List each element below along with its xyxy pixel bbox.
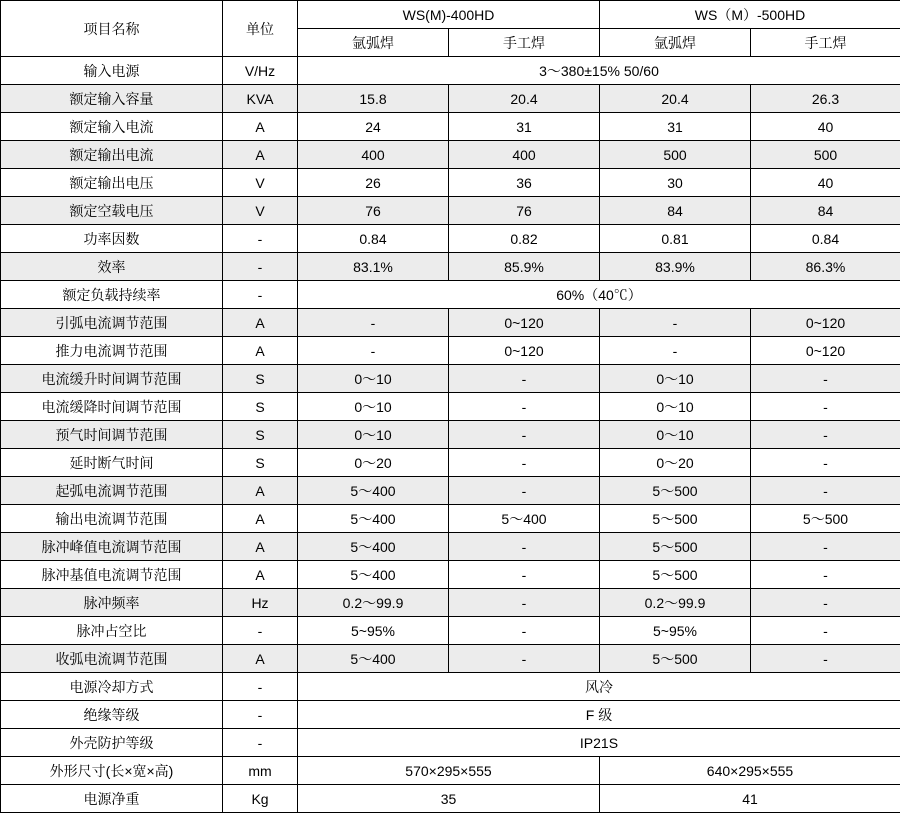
row-value: - (449, 617, 600, 645)
row-value: 20.4 (449, 85, 600, 113)
header-item-name: 项目名称 (1, 1, 223, 57)
row-value: - (751, 561, 900, 589)
row-value: 86.3% (751, 253, 900, 281)
table-row (1, 449, 900, 477)
row-label: 引弧电流调节范围 (1, 309, 223, 337)
row-value: 0～10 (298, 365, 449, 393)
row-value: 0.2～99.9 (600, 589, 751, 617)
table-row (1, 421, 900, 449)
table-row (1, 645, 900, 673)
row-unit: A (223, 309, 298, 337)
row-unit: S (223, 421, 298, 449)
row-value-pair: 570×295×555 (298, 757, 600, 785)
row-unit: - (223, 673, 298, 701)
row-value: 0~120 (449, 337, 600, 365)
row-value: 400 (298, 141, 449, 169)
row-unit: - (223, 617, 298, 645)
table-row (1, 309, 900, 337)
row-value-pair: 35 (298, 785, 600, 813)
table-row (1, 617, 900, 645)
row-value: 5~95% (600, 617, 751, 645)
table-row (1, 393, 900, 421)
row-value: 40 (751, 113, 900, 141)
row-value: 0.84 (751, 225, 900, 253)
row-value: 0～20 (600, 449, 751, 477)
row-unit: - (223, 253, 298, 281)
row-value: - (449, 645, 600, 673)
table-row (1, 533, 900, 561)
row-label: 输出电流调节范围 (1, 505, 223, 533)
row-value: 24 (298, 113, 449, 141)
row-value: 76 (449, 197, 600, 225)
table-row (1, 701, 900, 729)
row-value-all: 3～380±15% 50/60 (298, 57, 900, 85)
row-value: 0～10 (600, 365, 751, 393)
row-unit: - (223, 225, 298, 253)
row-value: 400 (449, 141, 600, 169)
row-label: 推力电流调节范围 (1, 337, 223, 365)
row-value: 0～10 (600, 393, 751, 421)
row-value-all: 60%（40℃） (298, 281, 900, 309)
row-label: 功率因数 (1, 225, 223, 253)
row-value: 85.9% (449, 253, 600, 281)
row-value: 26.3 (751, 85, 900, 113)
row-value: - (751, 365, 900, 393)
row-value: 0～10 (298, 393, 449, 421)
row-value: 5～400 (449, 505, 600, 533)
row-value: - (449, 421, 600, 449)
row-value: 40 (751, 169, 900, 197)
header-sub-3: 氩弧焊 (600, 29, 751, 57)
row-label: 收弧电流调节范围 (1, 645, 223, 673)
row-value: 5～400 (298, 561, 449, 589)
row-value: 26 (298, 169, 449, 197)
row-value: - (298, 337, 449, 365)
header-unit: 单位 (223, 1, 298, 57)
row-label: 输入电源 (1, 57, 223, 85)
row-value: - (751, 477, 900, 505)
row-unit: A (223, 141, 298, 169)
table-row (1, 197, 900, 225)
header-model-2: WS（M）-500HD (600, 1, 900, 29)
row-unit: mm (223, 757, 298, 785)
row-value: 500 (600, 141, 751, 169)
row-unit: KVA (223, 85, 298, 113)
row-value: 0~120 (751, 309, 900, 337)
row-unit: - (223, 729, 298, 757)
row-label: 额定输出电流 (1, 141, 223, 169)
row-unit: A (223, 477, 298, 505)
table-row (1, 505, 900, 533)
row-value: 84 (600, 197, 751, 225)
table-row (1, 365, 900, 393)
row-unit: A (223, 645, 298, 673)
row-unit: Kg (223, 785, 298, 813)
row-value: - (751, 617, 900, 645)
row-value: - (751, 589, 900, 617)
row-value: 5～500 (600, 505, 751, 533)
row-value: 5～400 (298, 505, 449, 533)
row-label: 额定输入电流 (1, 113, 223, 141)
row-value: 0.84 (298, 225, 449, 253)
row-value: - (751, 393, 900, 421)
table-row (1, 85, 900, 113)
row-value: - (449, 365, 600, 393)
row-value: - (449, 561, 600, 589)
row-value: 5～400 (298, 533, 449, 561)
row-value-pair: 41 (600, 785, 900, 813)
row-unit: A (223, 113, 298, 141)
table-row (1, 477, 900, 505)
table-row (1, 141, 900, 169)
table-row (1, 281, 900, 309)
row-unit: Hz (223, 589, 298, 617)
table-row (1, 225, 900, 253)
row-value: 76 (298, 197, 449, 225)
row-value: 15.8 (298, 85, 449, 113)
row-unit: S (223, 393, 298, 421)
row-label: 起弧电流调节范围 (1, 477, 223, 505)
row-value: 0~120 (449, 309, 600, 337)
row-value: - (751, 421, 900, 449)
row-value: - (449, 477, 600, 505)
table-row (1, 57, 900, 85)
table-row (1, 561, 900, 589)
row-label: 绝缘等级 (1, 701, 223, 729)
row-value: 0.81 (600, 225, 751, 253)
table-row (1, 169, 900, 197)
row-unit: A (223, 505, 298, 533)
row-value: 83.9% (600, 253, 751, 281)
row-value: - (449, 589, 600, 617)
row-label: 额定输入容量 (1, 85, 223, 113)
row-label: 额定输出电压 (1, 169, 223, 197)
row-value: - (298, 309, 449, 337)
row-label: 脉冲峰值电流调节范围 (1, 533, 223, 561)
row-value: 0~120 (751, 337, 900, 365)
header-sub-1: 氩弧焊 (298, 29, 449, 57)
row-label: 脉冲占空比 (1, 617, 223, 645)
row-value: 36 (449, 169, 600, 197)
row-label: 电源净重 (1, 785, 223, 813)
row-unit: - (223, 701, 298, 729)
row-value: - (751, 449, 900, 477)
row-unit: S (223, 365, 298, 393)
table-row (1, 253, 900, 281)
row-value: 20.4 (600, 85, 751, 113)
row-value: 5～500 (600, 533, 751, 561)
row-value: - (449, 393, 600, 421)
row-unit: A (223, 561, 298, 589)
row-label: 电源冷却方式 (1, 673, 223, 701)
row-value-all: F 级 (298, 701, 900, 729)
row-unit: S (223, 449, 298, 477)
row-unit: - (223, 281, 298, 309)
row-label: 额定空载电压 (1, 197, 223, 225)
row-value: 0～10 (600, 421, 751, 449)
row-value: 84 (751, 197, 900, 225)
row-value: - (449, 449, 600, 477)
row-value-all: IP21S (298, 729, 900, 757)
row-value: 5～400 (298, 477, 449, 505)
row-label: 效率 (1, 253, 223, 281)
row-value: 83.1% (298, 253, 449, 281)
row-value-pair: 640×295×555 (600, 757, 900, 785)
row-unit: V (223, 197, 298, 225)
row-unit: A (223, 533, 298, 561)
table-row (1, 673, 900, 701)
table-row (1, 785, 900, 813)
row-unit: A (223, 337, 298, 365)
row-value: 5～500 (600, 477, 751, 505)
row-label: 延时断气时间 (1, 449, 223, 477)
row-value: - (751, 533, 900, 561)
row-value: 0～10 (298, 421, 449, 449)
row-value: 0～20 (298, 449, 449, 477)
row-value: 31 (600, 113, 751, 141)
header-model-1: WS(M)-400HD (298, 1, 600, 29)
row-unit: V/Hz (223, 57, 298, 85)
row-label: 电流缓升时间调节范围 (1, 365, 223, 393)
row-label: 额定负载持续率 (1, 281, 223, 309)
row-value-all: 风冷 (298, 673, 900, 701)
row-value: 5~95% (298, 617, 449, 645)
row-value: - (751, 645, 900, 673)
row-unit: V (223, 169, 298, 197)
row-label: 脉冲频率 (1, 589, 223, 617)
row-value: - (600, 337, 751, 365)
row-value: 5～400 (298, 645, 449, 673)
row-value: - (600, 309, 751, 337)
row-value: 0.82 (449, 225, 600, 253)
row-value: 30 (600, 169, 751, 197)
header-sub-2: 手工焊 (449, 29, 600, 57)
row-value: - (449, 533, 600, 561)
table-row (1, 337, 900, 365)
row-label: 外形尺寸(长×宽×高) (1, 757, 223, 785)
table-row (1, 757, 900, 785)
row-value: 5～500 (751, 505, 900, 533)
row-value: 31 (449, 113, 600, 141)
table-row (1, 729, 900, 757)
row-label: 电流缓降时间调节范围 (1, 393, 223, 421)
row-label: 外壳防护等级 (1, 729, 223, 757)
table-row (1, 589, 900, 617)
table-row (1, 113, 900, 141)
row-value: 0.2～99.9 (298, 589, 449, 617)
row-value: 5～500 (600, 645, 751, 673)
row-label: 预气时间调节范围 (1, 421, 223, 449)
table-header-main (1, 1, 900, 29)
header-sub-4: 手工焊 (751, 29, 900, 57)
row-value: 500 (751, 141, 900, 169)
row-value: 5～500 (600, 561, 751, 589)
row-label: 脉冲基值电流调节范围 (1, 561, 223, 589)
